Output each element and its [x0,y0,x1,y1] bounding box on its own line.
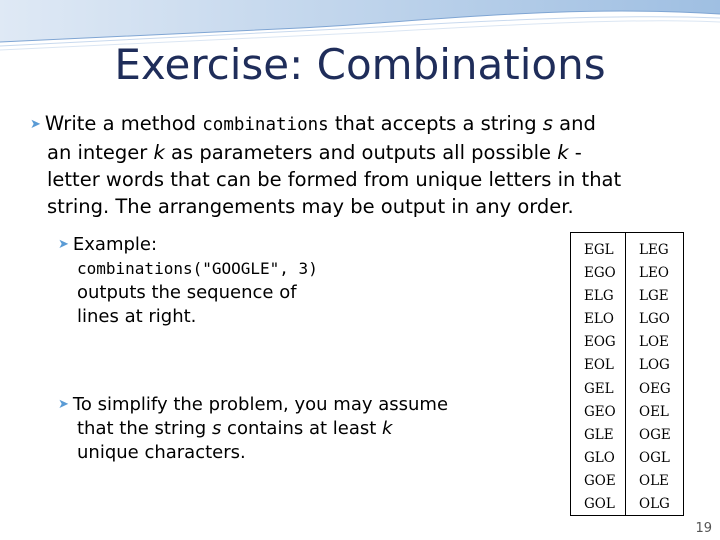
output-cell: OGL [639,449,670,466]
output-cell: OLG [639,496,670,513]
var-k: k [382,418,393,439]
text: contains at least [221,418,383,439]
page-number: 19 [695,521,712,536]
output-cell: LEG [639,242,669,258]
output-cell: EOG [584,334,616,351]
output-cell: LOE [639,334,669,351]
var-k: k [557,141,569,164]
output-cell: EGO [584,265,616,282]
example-code: combinations("GOOGLE", 3) [77,259,318,278]
text: as parameters and outputs all possible [164,141,558,164]
output-cell: EOL [584,357,614,374]
text: that accepts a string [328,112,543,135]
output-cell: LGO [639,311,670,328]
text: and [552,112,596,135]
output-cell: GOE [584,472,616,489]
text: Write a method [44,112,203,135]
main-bullet [30,110,710,220]
arrow-bullet-icon: ➤ [58,237,69,252]
arrow-bullet-icon: ➤ [30,117,41,132]
page-title: Exercise: Combinations [114,40,606,89]
output-cell: LOG [639,357,670,374]
example-line-3: lines at right. [77,306,197,327]
main-line-4: string. The arrangements may be output in any order. [47,195,574,218]
output-cell: GEO [584,403,616,420]
simplify-line-2 [58,417,528,441]
arrow-bullet-icon: ➤ [58,397,69,412]
output-column-right [626,233,681,515]
example-label: Example: [72,234,158,255]
var-s: s [211,418,222,439]
output-cell: OEG [639,380,671,397]
text: an integer [47,141,154,164]
simplify-bullet [58,393,528,465]
output-table [570,232,684,516]
simplify-line-3: unique characters. [77,442,246,463]
output-cell: GEL [584,380,614,397]
text: that the string [77,418,212,439]
output-cell: OEL [639,403,669,420]
output-cell: OGE [639,426,671,443]
main-line-3: letter words that can be formed from unique letters in that [47,168,622,191]
output-cell: LGE [639,288,669,305]
output-cell: GLO [584,449,615,466]
code-method-name: combinations [202,115,329,135]
main-line-2 [30,139,710,166]
example-bullet [58,233,528,329]
output-cell: LEO [639,265,669,282]
output-cell: EGL [584,242,614,258]
output-cell: OLE [639,472,669,489]
text: To simplify the problem, you may assume [72,394,449,415]
var-s: s [542,112,553,135]
output-cell: GLE [584,426,614,443]
output-cell: ELO [584,311,614,328]
example-line-2: outputs the sequence of [77,282,297,303]
text: - [568,141,582,164]
var-k: k [153,141,165,164]
output-cell: GOL [584,496,615,513]
output-column-left [571,233,626,515]
output-cell: ELG [584,288,614,305]
